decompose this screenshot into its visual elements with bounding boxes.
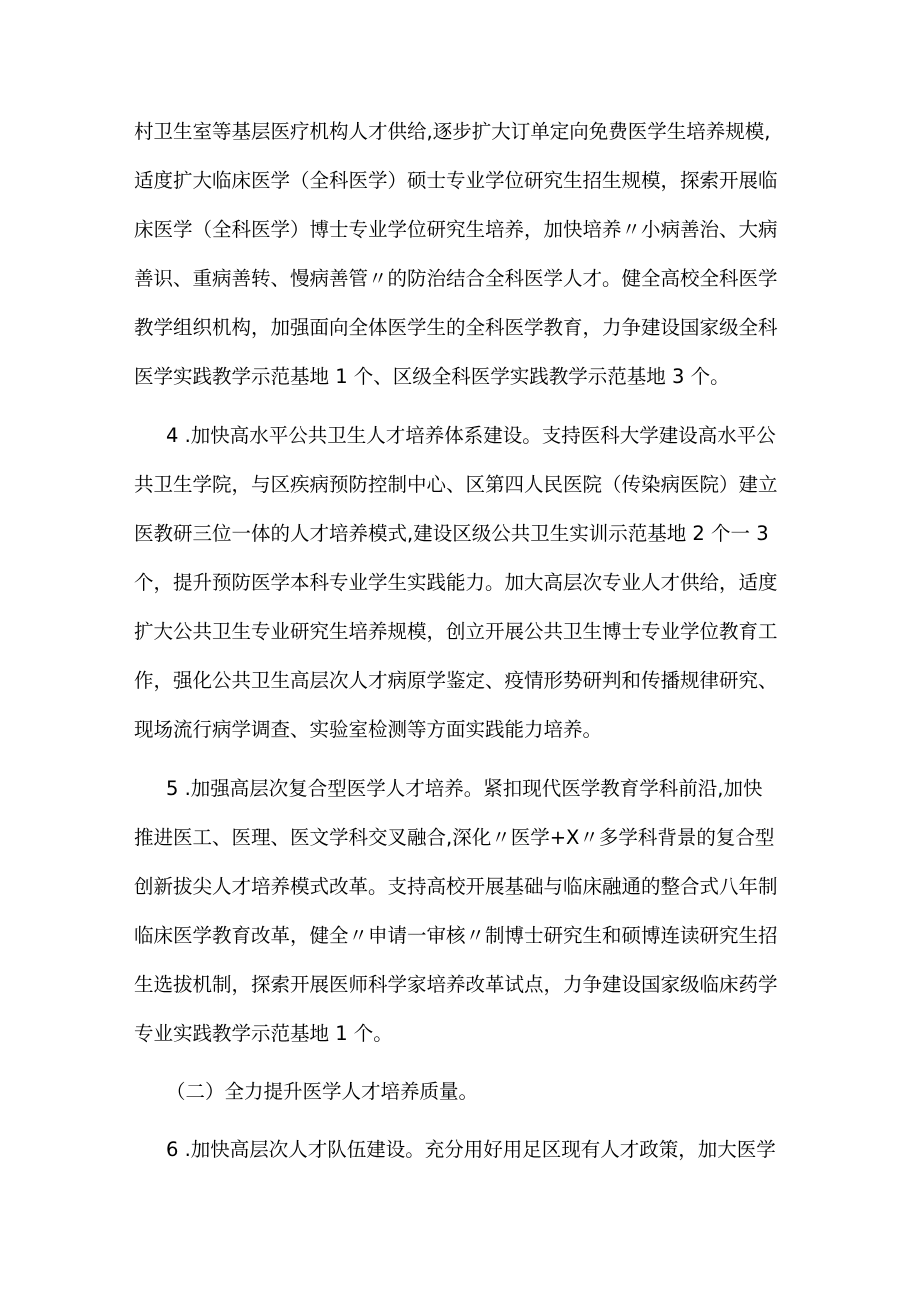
text-line: 个，提升预防医学本科专业学生实践能力。加大高层次专业人才供给，适度 — [134, 571, 778, 594]
text-line: 生选拔机制，探索开展医师科学家培养改革试点，力争建设国家级临床药学 — [134, 973, 778, 996]
text-line: 善识、重病善转、慢病善管〃的防治结合全科医学人才。健全高校全科医学 — [134, 267, 778, 290]
text-line: 教学组织机构，加强面向全体医学生的全科医学教育，力争建设国家级全科 — [134, 316, 778, 339]
section-heading: （二）全力提升医学人才培养质量。 — [166, 1080, 479, 1103]
text-line: 临床医学教育改革，健全〃申请一审核〃制博士研究生和硕博连读研究生招 — [134, 924, 778, 947]
text-line: 适度扩大临床医学（全科医学）硕士专业学位研究生招生规模，探索开展临 — [134, 169, 778, 192]
text-line: 床医学（全科医学）博士专业学位研究生培养，加快培养〃小病善治、大病 — [134, 218, 778, 241]
text-line: 共卫生学院，与区疾病预防控制中心、区第四人民医院（传染病医院）建立 — [134, 473, 778, 496]
paragraph-first-line: 5 .加强高层次复合型医学人才培养。紧扣现代医学教育学科前沿,加快 — [166, 777, 763, 800]
paragraph-first-line: 4 .加快高水平公共卫生人才培养体系建设。支持医科大学建设高水平公 — [166, 424, 776, 447]
text-line: 村卫生室等基层医疗机构人才供给,逐步扩大订单定向免费医学生培养规模, — [134, 120, 771, 143]
paragraph-first-line: 6 .加快高层次人才队伍建设。充分用好用足区现有人才政策，加大医学 — [166, 1138, 776, 1161]
text-line: 专业实践教学示范基地 1 个。 — [134, 1022, 393, 1045]
text-line: 现场流行病学调查、实验室检测等方面实践能力培养。 — [134, 718, 603, 741]
text-line: 扩大公共卫生专业研究生培养规模，创立开展公共卫生博士专业学位教育工 — [134, 620, 778, 643]
text-line: 作，强化公共卫生高层次人才病原学鉴定、疫情形势研判和传播规律研究、 — [134, 669, 778, 692]
text-line: 医教研三位一体的人才培养模式,建设区级公共卫生实训示范基地 2 个一 3 — [134, 522, 769, 545]
text-line: 推进医工、医理、医文学科交叉融合,深化〃医学+X〃多学科背景的复合型 — [134, 826, 775, 849]
text-line: 创新拔尖人才培养模式改革。支持高校开展基础与临床融通的整合式八年制 — [134, 875, 778, 898]
text-line: 医学实践教学示范基地 1 个、区级全科医学实践教学示范基地 3 个。 — [134, 365, 730, 388]
